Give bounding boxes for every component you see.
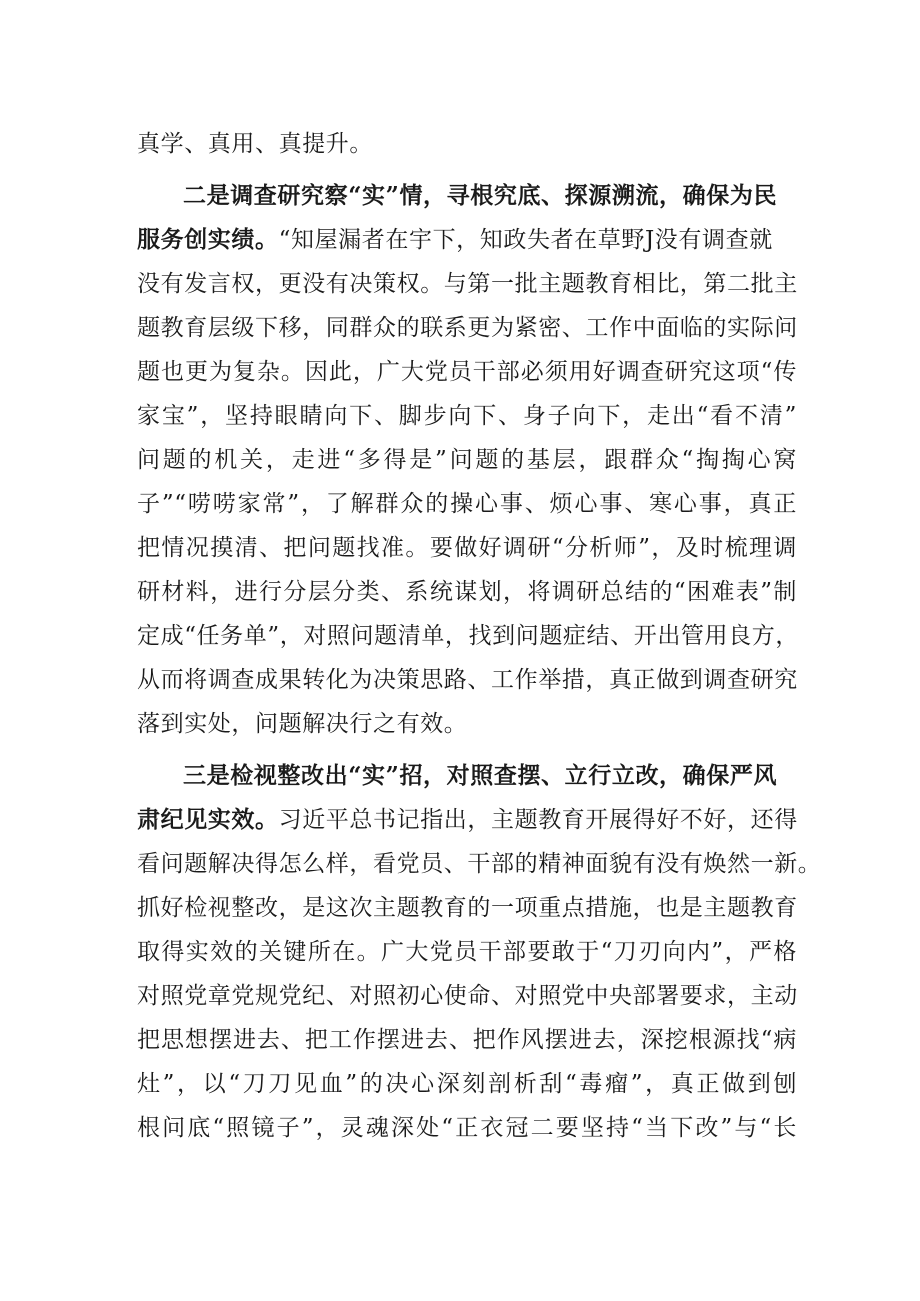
- paragraph-2-text: 家宝”，坚持眼睛向下、脚步向下、身子向下，走出“看不清”: [137, 403, 797, 429]
- paragraph-3-text: 对照党章党规党纪、对照初心使命、对照党中央部署要求，主动: [137, 983, 798, 1009]
- paragraph-2-line-12: [137, 658, 797, 702]
- paragraph-1-line: [137, 122, 797, 166]
- paragraph-3-line-6: [137, 974, 797, 1018]
- paragraph-1-text: 真学、真用、真提升。: [137, 131, 373, 157]
- paragraph-3-line-3: [137, 842, 822, 886]
- paragraph-2-line-2: [137, 218, 797, 262]
- document-body: [137, 122, 822, 1150]
- paragraph-2-text: 把情况摸清、把问题找准。要做好调研“分析师”，及时梳理调: [137, 535, 797, 561]
- paragraph-2-line-7: [137, 438, 797, 482]
- paragraph-2-line-4: [137, 306, 797, 350]
- paragraph-2-heading-end: 服务创实绩。: [137, 226, 279, 253]
- paragraph-2-text: 子”“唠唠家常”，了解群众的操心事、烦心事、寒心事，真正: [137, 491, 797, 517]
- paragraph-3-heading: 三是检视整改出“实”招，对照查摆、立行立改，确保严风: [183, 762, 778, 789]
- paragraph-3-line-2: [137, 798, 797, 842]
- paragraph-3-line-8: [137, 1062, 797, 1106]
- paragraph-2-line-8: [137, 482, 797, 526]
- paragraph-2-line-9: [137, 526, 797, 570]
- paragraph-2-text: “知屋漏者在宇下，知政失者在草野J没有调查就: [278, 227, 773, 253]
- paragraph-2-line-3: [137, 262, 797, 306]
- paragraph-2-text: 定成“任务单”，对照问题清单，找到问题症结、开出管用良方，: [137, 623, 799, 649]
- paragraph-3-line-7: [137, 1018, 797, 1062]
- paragraph-3-text: 根问底“照镜子”，灵魂深处“正衣冠二要坚持“当下改”与“长: [137, 1115, 797, 1141]
- paragraph-2-line-10: [137, 570, 797, 614]
- paragraph-3-text: 看问题解决得怎么样，看党员、干部的精神面貌有没有焕然一新。: [137, 851, 822, 877]
- paragraph-3-heading-line: [137, 754, 797, 798]
- paragraph-2-line-6: [137, 394, 797, 438]
- paragraph-3-line-5: [137, 930, 797, 974]
- paragraph-3-text: 习近平总书记指出，主题教育开展得好不好，还得: [278, 807, 798, 833]
- paragraph-3-heading-end: 肃纪见实效。: [137, 806, 279, 833]
- paragraph-2-text: 从而将调查成果转化为决策思路、工作举措，真正做到调查研究: [137, 667, 798, 693]
- paragraph-2-text: 落到实处，问题解决行之有效。: [137, 711, 468, 737]
- paragraph-3-text: 灶”，以“刀刀见血”的决心深刻剖析刮“毒瘤”，真正做到刨: [137, 1071, 797, 1097]
- paragraph-2-heading-line: [137, 174, 797, 218]
- paragraph-3-text: 把思想摆进去、把工作摆进去、把作风摆进去，深挖根源找“病: [137, 1027, 797, 1053]
- paragraph-3-text: 抓好检视整改，是这次主题教育的一项重点措施，也是主题教育: [137, 895, 798, 921]
- paragraph-2-line-11: [137, 614, 797, 658]
- paragraph-2-text: 问题的机关，走进“多得是”问题的基层，跟群众“掏掏心窝: [137, 447, 797, 473]
- paragraph-2-line-13: [137, 702, 797, 746]
- paragraph-2-line-5: [137, 350, 797, 394]
- paragraph-2-text: 题教育层级下移，同群众的联系更为紧密、工作中面临的实际问: [137, 315, 798, 341]
- paragraph-3-line-4: [137, 886, 797, 930]
- paragraph-2-text: 题也更为复杂。因此，广大党员干部必须用好调查研究这项“传: [137, 359, 797, 385]
- paragraph-2-text: 没有发言权，更没有决策权。与第一批主题教育相比，第二批主: [137, 271, 798, 297]
- paragraph-2-text: 研材料，进行分层分类、系统谋划，将调研总结的“困难表”制: [137, 579, 797, 605]
- paragraph-2-heading: 二是调查研究察“实”情，寻根究底、探源溯流，确保为民: [183, 182, 778, 209]
- paragraph-3-line-9: [137, 1106, 797, 1150]
- paragraph-3-text: 取得实效的关键所在。广大党员干部要敢于“刀刃向内”，严格: [137, 939, 797, 965]
